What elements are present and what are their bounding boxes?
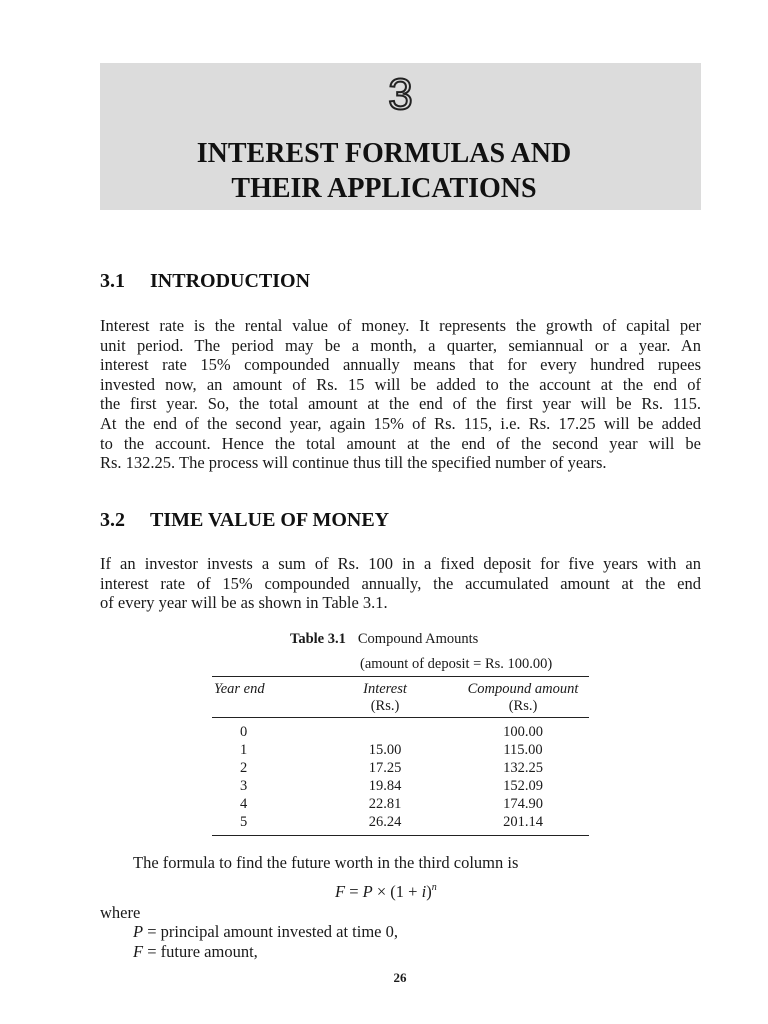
table-cell-interest: 22.81 (368, 796, 402, 812)
table-cell-interest: 26.24 (368, 814, 402, 830)
page-number: 26 (393, 970, 407, 985)
table-cell-compound: 201.14 (503, 814, 543, 830)
section-title: INTRODUCTION (150, 270, 311, 292)
table-cell-year: 3 (240, 778, 248, 794)
definition-symbol: P (133, 922, 144, 941)
table-cell-year: 2 (240, 760, 248, 776)
paragraph-line: unit period. The period may be a month, a quarter, semiannual or a year. An (100, 335, 701, 355)
definition-text: = future amount, (143, 942, 258, 961)
paragraph-line: to the account. Hence the total amount at the end of the second year will be (100, 433, 701, 453)
paragraph-line: interest rate of 15% compounded annually, the accumulated amount at the end (100, 573, 701, 593)
definition-symbol: F (133, 942, 144, 961)
table-cell-interest: 15.00 (368, 742, 402, 758)
definition-f (133, 942, 258, 962)
table-cell-interest: 19.84 (368, 778, 402, 794)
chapter-title-line-1: INTEREST FORMULAS AND (196, 138, 572, 169)
table-cell-compound: 132.25 (503, 760, 543, 776)
chapter-title (0, 136, 768, 206)
paragraph-line: At the end of the second year, again 15% of Rs. 115, i.e. Rs. 17.25 will be added (100, 413, 701, 433)
section-heading-introduction (100, 270, 310, 293)
table-cell-interest: 17.25 (368, 760, 402, 776)
table-cell-compound: 100.00 (503, 724, 543, 740)
table-cell-year: 0 (240, 724, 248, 740)
header-interest-label: Interest (363, 681, 407, 697)
formula-times: × (1 + (372, 882, 422, 901)
table-cell-compound: 174.90 (503, 796, 543, 812)
table-top-rule (212, 676, 589, 677)
header-compound-amount (450, 681, 596, 715)
formula-close: ) (426, 882, 432, 901)
formula-exponent: n (431, 882, 437, 893)
where-label: where (100, 903, 141, 922)
table-cell-year: 4 (240, 796, 248, 812)
section-heading-time-value (100, 509, 389, 532)
future-worth-formula (335, 882, 437, 902)
header-compound-unit: (Rs.) (508, 698, 538, 714)
table-cell-year: 5 (240, 814, 248, 830)
paragraph-line: interest rate 15% compounded annually means that for every hundred rupees (100, 355, 701, 375)
formula-f: F (335, 882, 346, 901)
formula-i: i (421, 882, 427, 901)
section-number: 3.2 (100, 509, 125, 531)
table-cell-compound: 152.09 (503, 778, 543, 794)
formula-p: P (362, 882, 373, 901)
table-cell-year: 1 (240, 742, 248, 758)
header-interest-unit: (Rs.) (370, 698, 400, 714)
paragraph-line: invested now, an amount of Rs. 15 will be added to the account at the end of (100, 374, 701, 394)
definition-text: = principal amount invested at time 0, (143, 922, 399, 941)
table-label: Table 3.1 (290, 631, 346, 647)
header-interest (345, 681, 425, 715)
time-value-paragraph (100, 554, 701, 613)
table-note: (amount of deposit = Rs. 100.00) (360, 656, 553, 672)
formula-intro: The formula to find the future worth in the third column is (133, 853, 519, 872)
chapter-number: 3 (388, 70, 413, 119)
table-bottom-rule (212, 835, 589, 836)
paragraph-line: Rs. 132.25. The process will continue thus till the specified number of years. (100, 453, 607, 473)
paragraph-line: If an investor invests a sum of Rs. 100 in a fixed deposit for five years with an (100, 554, 701, 573)
header-year-end: Year end (214, 681, 265, 697)
table-caption (290, 631, 478, 648)
definition-p (133, 922, 398, 942)
table-header-rule (212, 717, 589, 718)
section-number: 3.1 (100, 270, 125, 292)
introduction-paragraph (100, 316, 701, 473)
paragraph-line: Interest rate is the rental value of money. It represents the growth of capital per (100, 316, 701, 335)
header-compound-label: Compound amount (467, 681, 579, 697)
paragraph-line: of every year will be as shown in Table 3.1. (100, 593, 388, 613)
formula-eq: = (345, 882, 363, 901)
table-title: Compound Amounts (357, 631, 479, 647)
chapter-title-line-2: THEIR APPLICATIONS (231, 173, 537, 204)
paragraph-line: the first year. So, the total amount at the end of the first year will be Rs. 115. (100, 394, 701, 414)
table-cell-compound: 115.00 (503, 742, 543, 758)
section-title: TIME VALUE OF MONEY (150, 509, 390, 531)
